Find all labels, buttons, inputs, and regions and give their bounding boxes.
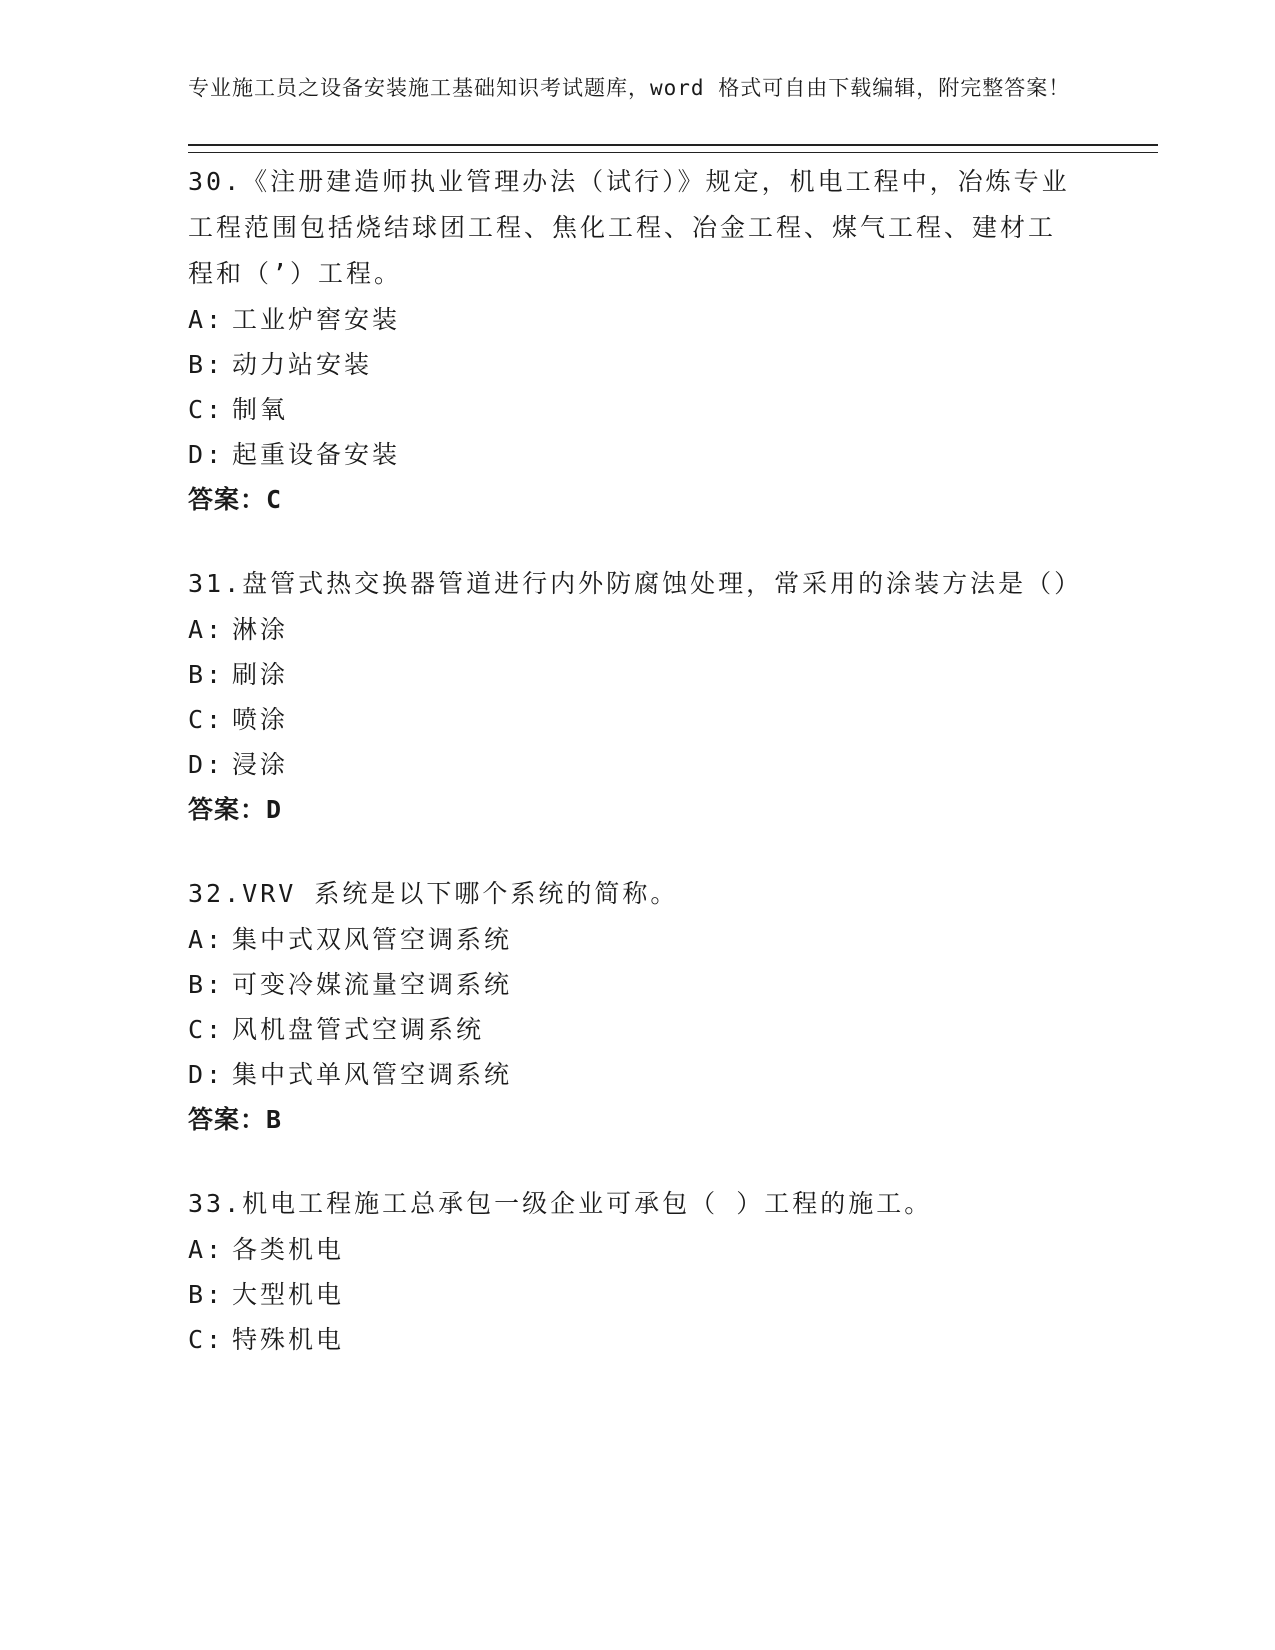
option-text: 起重设备安装 (232, 440, 401, 469)
option-a (188, 297, 1158, 342)
option-c (188, 697, 1158, 742)
option-key: A: (188, 1235, 225, 1264)
option-b (188, 1272, 1158, 1317)
question-stem: 31.盘管式热交换器管道进行内外防腐蚀处理，常采用的涂装方法是（） (188, 569, 1083, 598)
option-text: 可变冷媒流量空调系统 (232, 970, 513, 999)
option-key: C: (188, 705, 225, 734)
option-a (188, 607, 1158, 652)
answer-line: 答案：D (188, 795, 283, 824)
option-key: C: (188, 1325, 225, 1354)
option-key: A: (188, 305, 225, 334)
answer-line: 答案：C (188, 485, 283, 514)
question-stem: 32.VRV 系统是以下哪个系统的简称。 (188, 879, 679, 908)
option-text: 集中式单风管空调系统 (232, 1060, 513, 1089)
option-b (188, 652, 1158, 697)
option-key: B: (188, 350, 225, 379)
option-a (188, 917, 1158, 962)
question-33 (188, 1181, 1158, 1362)
document-header: 专业施工员之设备安装施工基础知识考试题库，word 格式可自由下载编辑，附完整答案！ (188, 76, 1071, 100)
option-text: 制氧 (232, 395, 289, 424)
document-page (188, 72, 1158, 1362)
option-text: 动力站安装 (232, 350, 373, 379)
option-text: 喷涂 (232, 705, 289, 734)
option-c (188, 1007, 1158, 1052)
option-text: 特殊机电 (232, 1325, 345, 1354)
option-key: C: (188, 395, 225, 424)
option-text: 风机盘管式空调系统 (232, 1015, 485, 1044)
question-stem: 30.《注册建造师执业管理办法（试行）》规定，机电工程中，冶炼专业工程范围包括烧结球团工程、焦化工程、冶金工程、煤气工程、建材工程和（’）工程。 (188, 167, 1070, 288)
option-text: 工业炉窖安装 (232, 305, 401, 334)
option-text: 淋涂 (232, 615, 289, 644)
question-30 (188, 159, 1158, 523)
option-b (188, 962, 1158, 1007)
option-key: B: (188, 970, 225, 999)
option-key: D: (188, 440, 225, 469)
option-text: 集中式双风管空调系统 (232, 925, 513, 954)
option-key: B: (188, 1280, 225, 1309)
option-key: D: (188, 1060, 225, 1089)
answer-line: 答案：B (188, 1105, 283, 1134)
option-b (188, 342, 1158, 387)
option-text: 刷涂 (232, 660, 289, 689)
header-divider (188, 144, 1158, 153)
option-text: 浸涂 (232, 750, 289, 779)
option-key: B: (188, 660, 225, 689)
question-32 (188, 871, 1158, 1143)
question-stem: 33.机电工程施工总承包一级企业可承包（ ）工程的施工。 (188, 1189, 933, 1218)
option-text: 各类机电 (232, 1235, 345, 1264)
option-key: A: (188, 615, 225, 644)
option-key: C: (188, 1015, 225, 1044)
option-a (188, 1227, 1158, 1272)
option-d (188, 742, 1158, 787)
option-key: A: (188, 925, 225, 954)
question-31 (188, 561, 1158, 833)
option-key: D: (188, 750, 225, 779)
option-d (188, 1052, 1158, 1097)
option-c (188, 387, 1158, 432)
option-c (188, 1317, 1158, 1362)
option-d (188, 432, 1158, 477)
option-text: 大型机电 (232, 1280, 345, 1309)
